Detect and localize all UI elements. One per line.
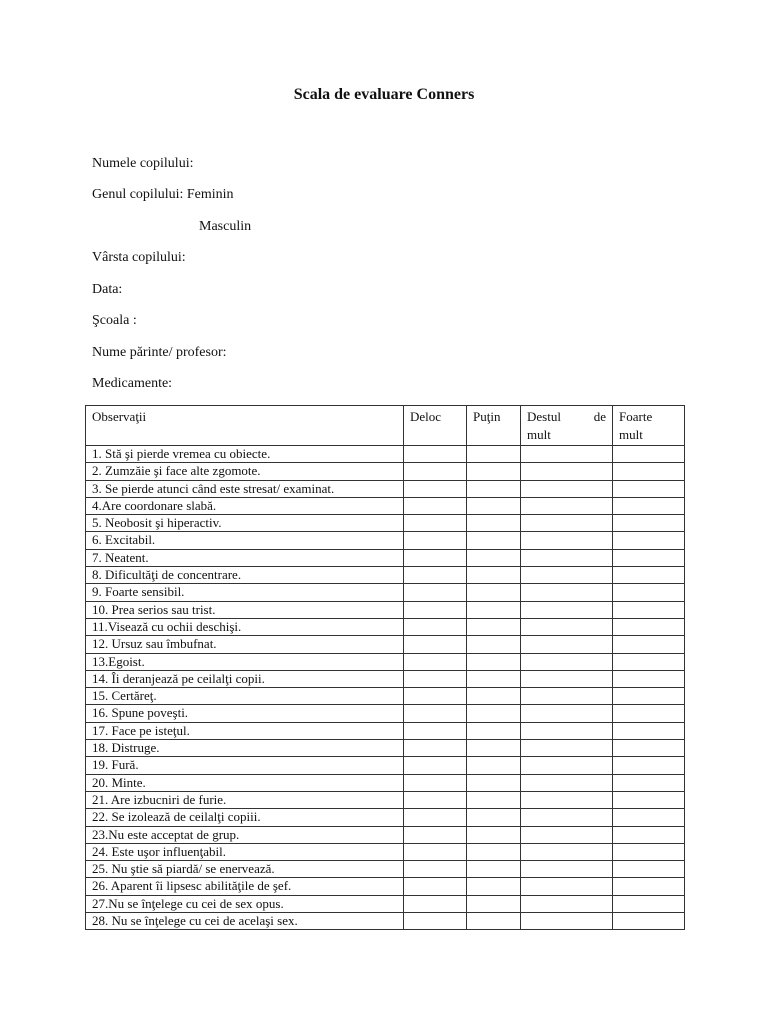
header-deloc: Deloc: [404, 406, 467, 446]
rating-cell-putin[interactable]: [467, 895, 521, 912]
rating-cell-deloc[interactable]: [404, 636, 467, 653]
rating-cell-foarte[interactable]: [613, 895, 685, 912]
rating-cell-deloc[interactable]: [404, 532, 467, 549]
rating-cell-putin[interactable]: [467, 774, 521, 791]
rating-cell-destul[interactable]: [521, 601, 613, 618]
rating-cell-deloc[interactable]: [404, 722, 467, 739]
observation-text: 6. Excitabil.: [86, 532, 404, 549]
rating-cell-foarte[interactable]: [613, 549, 685, 566]
rating-cell-putin[interactable]: [467, 532, 521, 549]
rating-cell-destul[interactable]: [521, 895, 613, 912]
observation-text: 23.Nu este acceptat de grup.: [86, 826, 404, 843]
rating-cell-destul[interactable]: [521, 913, 613, 930]
rating-cell-foarte[interactable]: [613, 515, 685, 532]
observation-text: 2. Zumzăie şi face alte zgomote.: [86, 463, 404, 480]
page-title: Scala de evaluare Conners: [293, 86, 475, 103]
school-label: Şcoala :: [92, 313, 137, 328]
observation-text: 17. Face pe isteţul.: [86, 722, 404, 739]
rating-cell-destul[interactable]: [521, 688, 613, 705]
observation-text: 19. Fură.: [86, 757, 404, 774]
rating-cell-putin[interactable]: [467, 843, 521, 860]
rating-cell-foarte[interactable]: [613, 567, 685, 584]
rating-cell-foarte[interactable]: [613, 740, 685, 757]
rating-cell-deloc[interactable]: [404, 913, 467, 930]
table-row: [86, 549, 685, 566]
rating-cell-foarte[interactable]: [613, 809, 685, 826]
rating-cell-foarte[interactable]: [613, 653, 685, 670]
rating-cell-destul[interactable]: [521, 567, 613, 584]
rating-cell-putin[interactable]: [467, 549, 521, 566]
header-foarte-mult: Foarte mult: [613, 406, 685, 446]
observation-text: 11.Visează cu ochii deschişi.: [86, 618, 404, 635]
rating-cell-putin[interactable]: [467, 913, 521, 930]
rating-cell-putin[interactable]: [467, 878, 521, 895]
table-row: [86, 463, 685, 480]
child-age-label: Vârsta copilului:: [92, 250, 186, 265]
rating-cell-putin[interactable]: [467, 809, 521, 826]
observation-text: 7. Neatent.: [86, 549, 404, 566]
rating-cell-deloc[interactable]: [404, 549, 467, 566]
rating-cell-destul[interactable]: [521, 826, 613, 843]
observation-text: 5. Neobosit şi hiperactiv.: [86, 515, 404, 532]
table-row: [86, 567, 685, 584]
observation-text: 27.Nu se înţelege cu cei de sex opus.: [86, 895, 404, 912]
rating-cell-destul[interactable]: [521, 549, 613, 566]
rating-cell-deloc[interactable]: [404, 843, 467, 860]
rating-cell-destul[interactable]: [521, 636, 613, 653]
rating-cell-destul[interactable]: [521, 705, 613, 722]
rating-cell-deloc[interactable]: [404, 653, 467, 670]
observation-text: 12. Ursuz sau îmbufnat.: [86, 636, 404, 653]
header-putin: Puţin: [467, 406, 521, 446]
table-row: [86, 791, 685, 808]
table-row: [86, 913, 685, 930]
rating-cell-foarte[interactable]: [613, 878, 685, 895]
medication-label: Medicamente:: [92, 376, 173, 391]
rating-cell-destul[interactable]: [521, 497, 613, 514]
table-row: [86, 446, 685, 463]
rating-cell-deloc[interactable]: [404, 601, 467, 618]
table-row: [86, 532, 685, 549]
conners-rating-table: [85, 405, 685, 930]
rating-cell-destul[interactable]: [521, 515, 613, 532]
rating-cell-destul[interactable]: [521, 740, 613, 757]
rating-cell-putin[interactable]: [467, 740, 521, 757]
rating-cell-destul[interactable]: [521, 861, 613, 878]
rating-cell-putin[interactable]: [467, 584, 521, 601]
table-row: [86, 722, 685, 739]
rating-cell-foarte[interactable]: [613, 774, 685, 791]
rating-cell-destul[interactable]: [521, 791, 613, 808]
rating-cell-deloc[interactable]: [404, 809, 467, 826]
rating-cell-deloc[interactable]: [404, 497, 467, 514]
rating-cell-foarte[interactable]: [613, 861, 685, 878]
table-row: [86, 515, 685, 532]
gender-female-option: Feminin: [186, 187, 234, 202]
table-row: [86, 757, 685, 774]
rating-cell-putin[interactable]: [467, 480, 521, 497]
rating-cell-deloc[interactable]: [404, 463, 467, 480]
table-row: [86, 843, 685, 860]
observation-text: 20. Minte.: [86, 774, 404, 791]
observation-text: 8. Dificultăţi de concentrare.: [86, 567, 404, 584]
rating-cell-foarte[interactable]: [613, 463, 685, 480]
table-row: [86, 895, 685, 912]
rating-cell-putin[interactable]: [467, 497, 521, 514]
table-row: [86, 774, 685, 791]
rating-cell-foarte[interactable]: [613, 601, 685, 618]
rating-cell-putin[interactable]: [467, 670, 521, 687]
observation-text: 9. Foarte sensibil.: [86, 584, 404, 601]
rating-cell-deloc[interactable]: [404, 861, 467, 878]
rating-cell-deloc[interactable]: [404, 515, 467, 532]
rating-cell-foarte[interactable]: [613, 757, 685, 774]
rating-cell-foarte[interactable]: [613, 446, 685, 463]
rating-cell-deloc[interactable]: [404, 895, 467, 912]
header-destul-de-mult: [521, 406, 613, 446]
rating-cell-deloc[interactable]: [404, 740, 467, 757]
rating-cell-destul[interactable]: [521, 722, 613, 739]
header-observations: Observaţii: [86, 406, 404, 446]
rating-cell-destul[interactable]: [521, 670, 613, 687]
rating-cell-foarte[interactable]: [613, 670, 685, 687]
gender-row: [92, 187, 234, 203]
rating-cell-destul[interactable]: [521, 809, 613, 826]
rating-cell-deloc[interactable]: [404, 618, 467, 635]
rating-cell-putin[interactable]: [467, 722, 521, 739]
rating-cell-deloc[interactable]: [404, 705, 467, 722]
rating-cell-putin[interactable]: [467, 688, 521, 705]
rating-cell-putin[interactable]: [467, 601, 521, 618]
table-row: [86, 688, 685, 705]
child-name-label: Numele copilului:: [92, 156, 194, 171]
rating-cell-destul[interactable]: [521, 878, 613, 895]
rating-cell-destul[interactable]: [521, 774, 613, 791]
observation-text: 3. Se pierde atunci când este stresat/ examinat.: [86, 480, 404, 497]
rating-cell-putin[interactable]: [467, 636, 521, 653]
rating-cell-foarte[interactable]: [613, 843, 685, 860]
observation-text: 24. Este uşor influenţabil.: [86, 843, 404, 860]
table-row: [86, 861, 685, 878]
table-row: [86, 826, 685, 843]
observation-text: 10. Prea serios sau trist.: [86, 601, 404, 618]
rating-cell-destul[interactable]: [521, 653, 613, 670]
header-mult-word: mult: [527, 427, 551, 442]
rating-cell-destul[interactable]: [521, 446, 613, 463]
observation-text: 22. Se izolează de ceilalţi copiii.: [86, 809, 404, 826]
rating-cell-foarte[interactable]: [613, 480, 685, 497]
rating-cell-putin[interactable]: [467, 446, 521, 463]
rating-cell-destul[interactable]: [521, 532, 613, 549]
rating-cell-foarte[interactable]: [613, 532, 685, 549]
rating-cell-destul[interactable]: [521, 480, 613, 497]
table-row: [86, 705, 685, 722]
rating-cell-foarte[interactable]: [613, 636, 685, 653]
gender-male-option: Masculin: [199, 219, 252, 234]
rating-cell-destul[interactable]: [521, 463, 613, 480]
table-row: [86, 618, 685, 635]
rating-cell-foarte[interactable]: [613, 722, 685, 739]
rating-cell-foarte[interactable]: [613, 705, 685, 722]
rating-cell-putin[interactable]: [467, 826, 521, 843]
table-row: [86, 670, 685, 687]
observation-text: 13.Egoist.: [86, 653, 404, 670]
observation-text: 16. Spune poveşti.: [86, 705, 404, 722]
observation-text: 14. Îi deranjează pe ceilalţi copii.: [86, 670, 404, 687]
rating-cell-destul[interactable]: [521, 843, 613, 860]
rating-cell-foarte[interactable]: [613, 826, 685, 843]
observation-text: 25. Nu ştie să piardă/ se enervează.: [86, 861, 404, 878]
table-row: [86, 740, 685, 757]
table-header-row: [86, 406, 685, 446]
table-row: [86, 878, 685, 895]
rating-cell-foarte[interactable]: [613, 497, 685, 514]
table-row: [86, 653, 685, 670]
observation-text: 21. Are izbucniri de furie.: [86, 791, 404, 808]
rating-cell-putin[interactable]: [467, 791, 521, 808]
header-destul-word: Destul: [527, 409, 561, 424]
rating-cell-putin[interactable]: [467, 757, 521, 774]
rating-cell-foarte[interactable]: [613, 584, 685, 601]
rating-cell-foarte[interactable]: [613, 618, 685, 635]
observation-text: 4.Are coordonare slabă.: [86, 497, 404, 514]
rating-cell-destul[interactable]: [521, 757, 613, 774]
rating-cell-putin[interactable]: [467, 463, 521, 480]
rating-cell-deloc[interactable]: [404, 567, 467, 584]
table-row: [86, 480, 685, 497]
rating-cell-deloc[interactable]: [404, 826, 467, 843]
rating-cell-putin[interactable]: [467, 618, 521, 635]
observation-text: 26. Aparent îi lipsesc abilităţile de şef.: [86, 878, 404, 895]
observation-text: 1. Stă şi pierde vremea cu obiecte.: [86, 446, 404, 463]
table-row: [86, 584, 685, 601]
rating-cell-foarte[interactable]: [613, 688, 685, 705]
table-row: [86, 497, 685, 514]
rating-cell-putin[interactable]: [467, 567, 521, 584]
rating-cell-deloc[interactable]: [404, 670, 467, 687]
parent-teacher-label: Nume părinte/ profesor:: [92, 345, 227, 360]
rating-cell-deloc[interactable]: [404, 688, 467, 705]
observation-text: 28. Nu se înţelege cu cei de acelaşi sex.: [86, 913, 404, 930]
table-row: [86, 636, 685, 653]
rating-cell-deloc[interactable]: [404, 791, 467, 808]
rating-cell-putin[interactable]: [467, 861, 521, 878]
gender-label: Genul copilului:: [92, 187, 184, 202]
observation-text: 18. Distruge.: [86, 740, 404, 757]
rating-cell-foarte[interactable]: [613, 791, 685, 808]
rating-cell-putin[interactable]: [467, 705, 521, 722]
rating-cell-deloc[interactable]: [404, 480, 467, 497]
rating-cell-destul[interactable]: [521, 618, 613, 635]
rating-cell-destul[interactable]: [521, 584, 613, 601]
rating-cell-deloc[interactable]: [404, 584, 467, 601]
rating-cell-deloc[interactable]: [404, 774, 467, 791]
table-row: [86, 809, 685, 826]
rating-cell-deloc[interactable]: [404, 878, 467, 895]
rating-cell-deloc[interactable]: [404, 757, 467, 774]
rating-cell-putin[interactable]: [467, 653, 521, 670]
observation-text: 15. Certăreţ.: [86, 688, 404, 705]
header-de-word: de: [593, 409, 606, 424]
table-row: [86, 601, 685, 618]
rating-cell-foarte[interactable]: [613, 913, 685, 930]
rating-cell-deloc[interactable]: [404, 446, 467, 463]
rating-cell-putin[interactable]: [467, 515, 521, 532]
date-label: Data:: [92, 282, 123, 297]
